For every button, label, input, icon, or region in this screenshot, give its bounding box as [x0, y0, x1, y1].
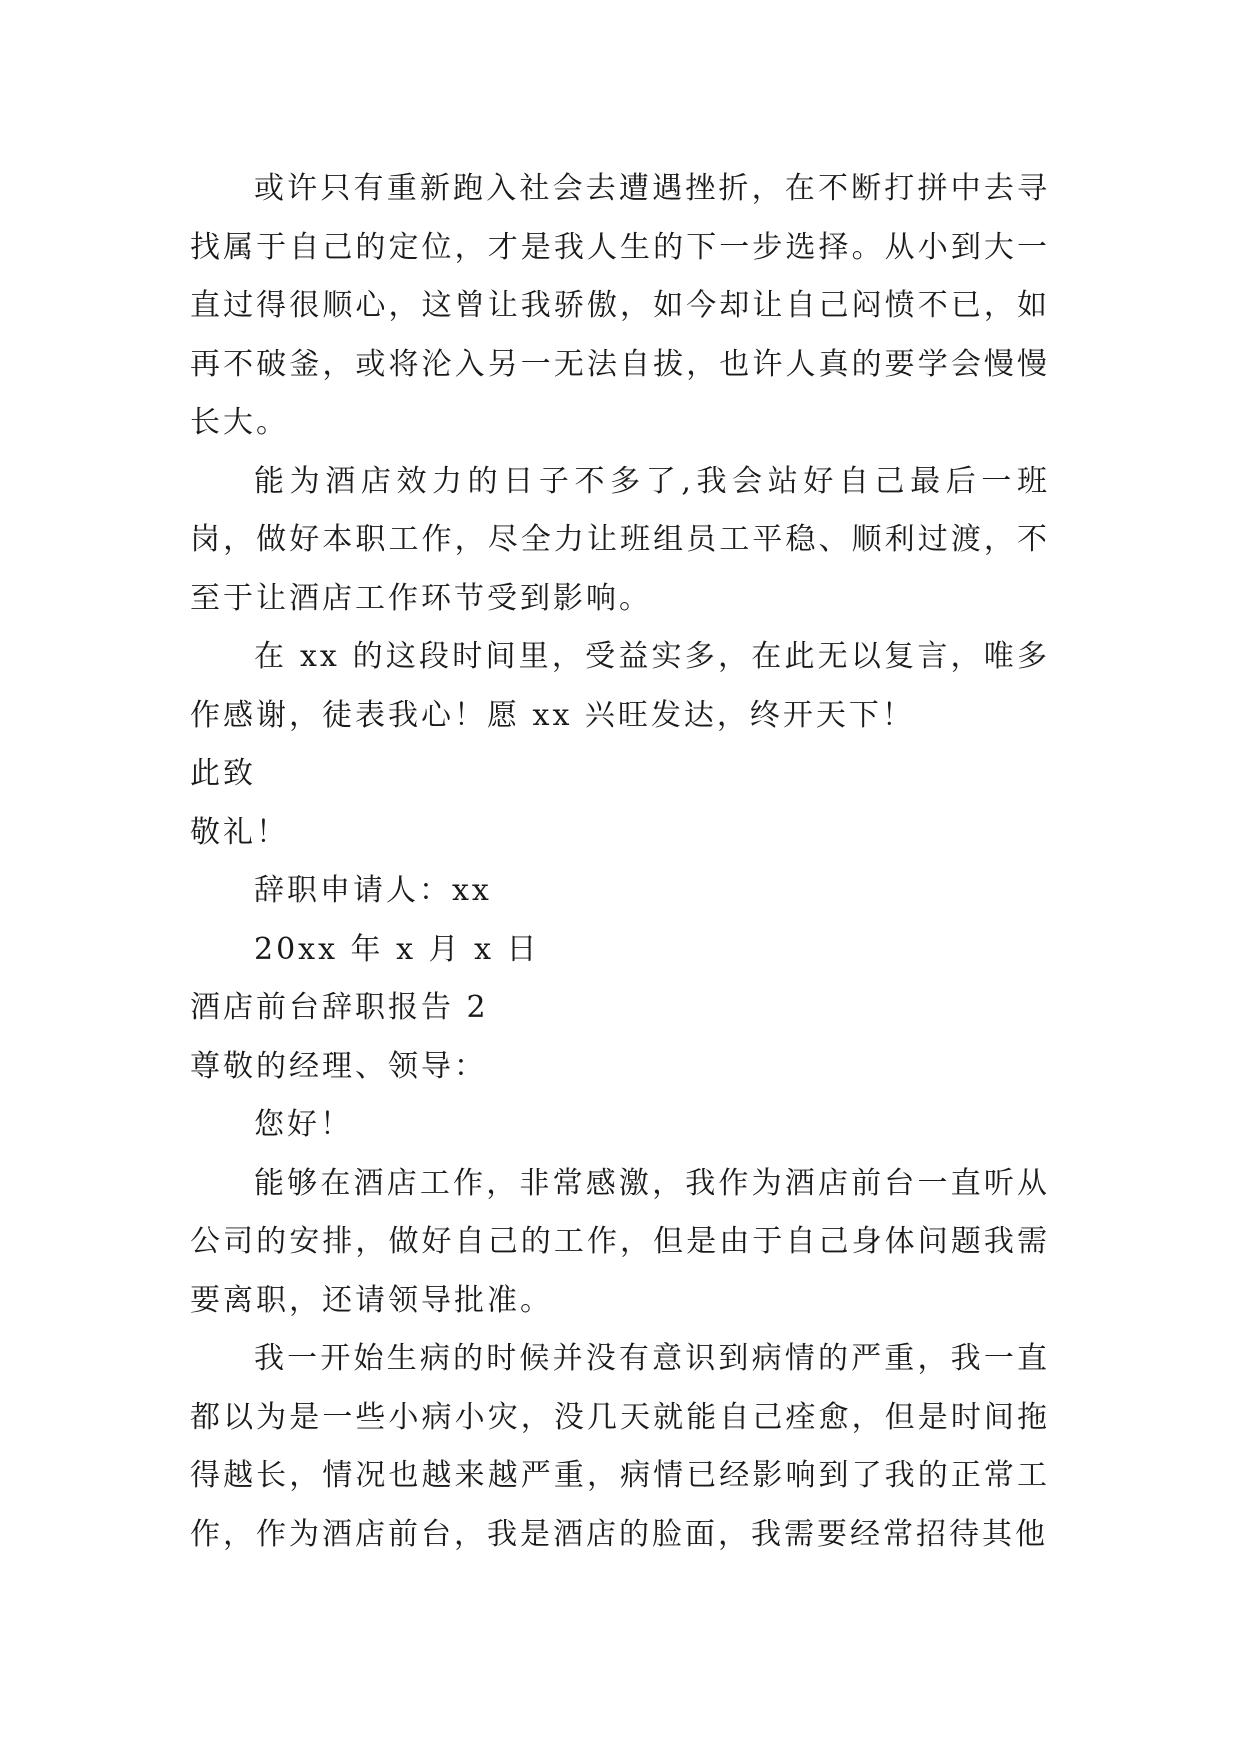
- document-page: [190, 160, 1050, 1564]
- closing-salutation: 此致: [190, 756, 256, 791]
- closing-regards: 敬礼！: [190, 814, 289, 850]
- body-paragraph: 能为酒店效力的日子不多了,我会站好自己最后一班岗，做好本职工作，尽全力让班组员工平稳、顺利过渡，不至于让酒店工作环节受到影响。: [190, 463, 1050, 616]
- section-title: 酒店前台辞职报告 2: [190, 990, 489, 1025]
- greeting-line: 您好！: [254, 1107, 353, 1142]
- body-paragraph: 我一开始生病的时候并没有意识到病情的严重，我一直都以为是一些小病小灾，没几天就能自己痊愈，但是时间拖得越长，情况也越来越严重，病情已经影响到了我的正常工作，作为酒店前台，我是酒店的脸面，我需要经常招待其他: [190, 1341, 1050, 1552]
- date-line: 20xx 年 x 月 x 日: [254, 931, 540, 967]
- body-paragraph: 或许只有重新跑入社会去遭遇挫折，在不断打拼中去寻找属于自己的定位，才是我人生的下一步选择。从小到大一直过得很顺心，这曾让我骄傲，如今却让自己闷愤不已，如再不破釜，或将沦入另一无法自拔，也许人真的要学会慢慢长大。: [190, 171, 1050, 440]
- addressee-line: 尊敬的经理、领导：: [190, 1048, 487, 1084]
- body-paragraph: 在 xx 的这段时间里，受益实多，在此无以复言，唯多作感谢，徒表我心！愿 xx 兴旺发达，终开天下！: [190, 639, 1050, 733]
- body-paragraph: 能够在酒店工作，非常感激，我作为酒店前台一直听从公司的安排，做好自己的工作，但是由于自己身体问题我需要离职，还请领导批准。: [190, 1165, 1050, 1318]
- signature-line: 辞职申请人：xx: [254, 873, 492, 908]
